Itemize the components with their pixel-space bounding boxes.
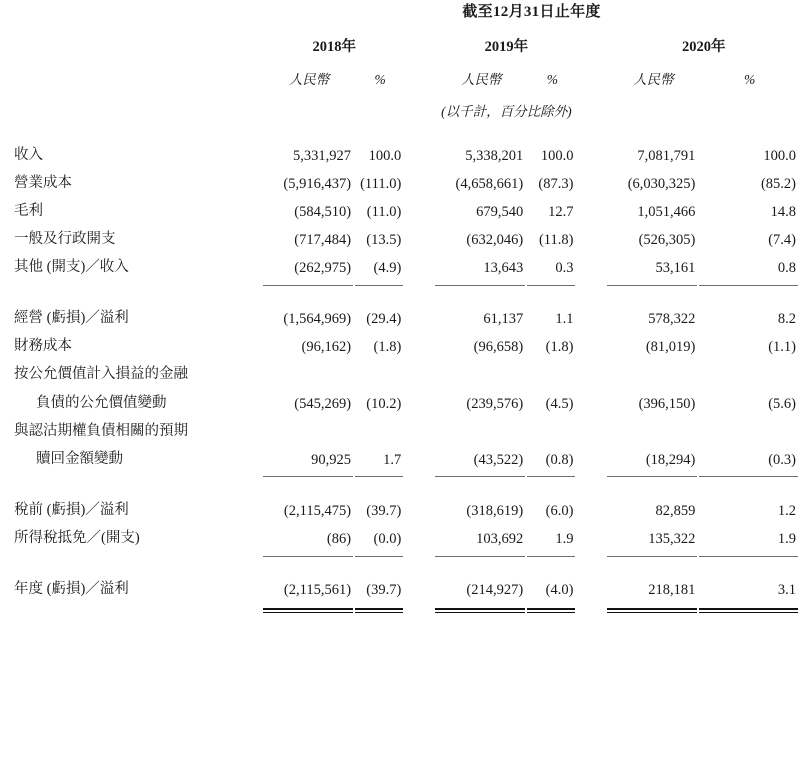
row-value: (6,030,325): [627, 175, 696, 192]
row-value: (13.5): [366, 232, 402, 248]
unit-note-spacer-right: [607, 93, 800, 122]
col-gap: [577, 333, 607, 361]
column-header-rmb-2019: 人民幣: [460, 72, 502, 87]
col-gap: [405, 254, 435, 282]
year-gap-1: [405, 28, 435, 61]
col-gap: [405, 525, 435, 553]
row-value: 0.3: [555, 260, 574, 277]
row-value: (584,510): [294, 203, 352, 220]
table-title-row: [0, 0, 800, 27]
col-gap: [405, 445, 435, 473]
row-value: (632,046): [466, 232, 524, 248]
grand-total-rule: [699, 604, 800, 613]
unit-note-spacer-left: [263, 93, 405, 122]
spacer-cell: [0, 122, 800, 141]
row-label: 一般及行政開支: [14, 230, 116, 247]
year-group-2018: 2018年: [312, 39, 356, 55]
table-row: [0, 225, 800, 253]
row-value: (96,658): [473, 339, 524, 356]
col-gap: [577, 576, 607, 604]
row-value: (214,927): [466, 582, 524, 599]
row-value: (5,916,437): [283, 175, 352, 192]
spacer-cell: [0, 557, 800, 576]
row-label: 贖回金額變動: [36, 450, 123, 467]
table-row: [0, 417, 800, 445]
col-gap: [405, 333, 435, 361]
col-gap: [405, 305, 435, 333]
row-value: 1.9: [555, 531, 574, 548]
grand-total-rule: [527, 604, 577, 613]
row-value: 5,331,927: [293, 147, 352, 164]
row-label: 稅前 (虧損)／溢利: [14, 501, 129, 518]
row-value: 1.7: [383, 451, 402, 468]
row-value: (81,019): [645, 339, 696, 356]
row-value: (96,162): [301, 339, 352, 356]
row-value: 5,338,201: [465, 147, 524, 164]
row-value: (11.0): [366, 203, 402, 220]
row-value: (11.8): [538, 232, 574, 248]
row-label: 財務成本: [14, 338, 72, 355]
table-row: [0, 525, 800, 553]
grand-total-rule: [435, 604, 527, 613]
col-gap: [405, 197, 435, 225]
subheader-gutter: [0, 62, 263, 92]
row-value: 14.8: [770, 203, 796, 220]
table-row: [0, 254, 800, 282]
year-group-2019: 2019年: [484, 39, 529, 55]
row-value: (87.3): [538, 175, 574, 192]
column-header-rmb-2020: 人民幣: [633, 72, 674, 87]
row-value: [699, 417, 800, 445]
table-row: [0, 445, 800, 473]
row-value: 1,051,466: [637, 203, 696, 220]
row-value: (0.8): [545, 451, 574, 468]
column-header-pct-2020: %: [744, 72, 756, 87]
row-label: 營業成本: [14, 174, 72, 191]
year-gutter: [0, 28, 263, 61]
table-row: [0, 389, 800, 417]
row-value: [607, 361, 699, 389]
row-value: 100.0: [763, 147, 796, 164]
row-label: 其他 (開支)／收入: [14, 259, 129, 275]
col-gap: [405, 496, 435, 524]
row-value: (7.4): [768, 232, 796, 248]
unit-note-gap-2: [577, 93, 607, 122]
col-gap: [405, 389, 435, 417]
row-value: (0.3): [768, 451, 796, 468]
col-gap: [405, 417, 435, 445]
row-value: [263, 417, 355, 445]
row-label: 經營 (虧損)／溢利: [14, 310, 129, 327]
subheader-gap-1: [405, 62, 435, 92]
row-value: 1.1: [555, 311, 574, 328]
grand-total-rule: [263, 604, 355, 613]
subheader-row: [0, 62, 800, 92]
column-header-pct-2018: %: [374, 72, 386, 87]
table-row: [0, 333, 800, 361]
row-value: 578,322: [648, 311, 696, 328]
col-gap: [577, 225, 607, 253]
year-heading-row: [0, 28, 800, 61]
row-value: 135,322: [648, 531, 696, 548]
column-header-rmb-2018: 人民幣: [288, 72, 330, 87]
table-row: [0, 305, 800, 333]
row-value: (396,150): [638, 395, 696, 412]
row-value: (4.9): [373, 260, 402, 277]
row-value: 3.1: [777, 582, 796, 599]
spacer-cell: [0, 286, 800, 305]
col-gap: [577, 417, 607, 445]
row-value: 103,692: [476, 531, 524, 548]
col-gap: [405, 361, 435, 389]
row-value: [699, 361, 800, 389]
row-value: [355, 361, 405, 389]
row-value: [527, 417, 577, 445]
col-gap: [577, 169, 607, 197]
spacer-cell: [0, 477, 800, 496]
table-row: [0, 197, 800, 225]
row-value: [355, 417, 405, 445]
col-gap: [577, 445, 607, 473]
row-value: (6.0): [545, 503, 574, 519]
row-label: 與認沽期權負債相關的預期: [14, 422, 188, 439]
row-label: 收入: [14, 146, 43, 163]
row-value: 100.0: [540, 147, 574, 164]
subheader-gap-2: [577, 62, 607, 92]
row-value: 53,161: [655, 260, 696, 277]
row-value: (545,269): [294, 395, 352, 412]
row-value: (85.2): [760, 175, 796, 192]
row-value: 90,925: [311, 451, 352, 468]
row-value: (526,305): [638, 232, 696, 248]
col-gap: [405, 225, 435, 253]
table-row: [0, 361, 800, 389]
row-value: 82,859: [655, 503, 696, 519]
row-label: 負債的公允價值變動: [36, 394, 167, 411]
year-gap-2: [577, 28, 607, 61]
row-value: (39.7): [366, 582, 402, 599]
row-value: (5.6): [768, 395, 796, 412]
row-label: 毛利: [14, 202, 43, 219]
year-group-2020: 2020年: [681, 39, 726, 55]
period-title: 截至12月31日止年度: [462, 4, 601, 20]
col-gap: [577, 305, 607, 333]
rule-gap: [577, 604, 607, 613]
block-spacer-1: [0, 286, 800, 305]
row-value: (2,115,561): [283, 582, 352, 599]
row-value: [435, 417, 527, 445]
row-value: (4.0): [545, 582, 574, 599]
row-value: (4,658,661): [455, 175, 524, 192]
unit-note: (以千計，百分比除外): [441, 104, 572, 119]
col-gap: [577, 496, 607, 524]
row-value: (4.5): [545, 395, 574, 412]
row-value: (239,576): [466, 395, 524, 412]
row-value: [607, 417, 699, 445]
row-value: 8.2: [777, 311, 796, 328]
row-value: (29.4): [366, 311, 402, 328]
row-label: 按公允價值計入損益的金融: [14, 366, 188, 383]
rule-gap: [405, 604, 435, 613]
block-spacer-2: [0, 477, 800, 496]
col-gap: [405, 576, 435, 604]
column-header-pct-2019: %: [546, 72, 558, 87]
block-spacer-3: [0, 557, 800, 576]
table-row-total: [0, 576, 800, 604]
row-value: [263, 361, 355, 389]
col-gap: [577, 525, 607, 553]
col-gap: [405, 141, 435, 169]
row-value: (0.0): [373, 531, 402, 548]
table-row: [0, 496, 800, 524]
row-value: (39.7): [366, 503, 402, 519]
grand-total-rule: [355, 604, 405, 613]
row-value: 100.0: [368, 147, 402, 164]
row-value: (717,484): [294, 232, 352, 248]
unit-note-gutter: [0, 93, 263, 122]
row-value: 1.9: [777, 531, 796, 548]
col-gap: [577, 141, 607, 169]
row-value: (1.1): [768, 339, 796, 356]
row-value: (2,115,475): [283, 503, 352, 519]
row-label: 所得稅抵免／(開支): [14, 530, 140, 546]
row-value: 0.8: [777, 260, 796, 277]
row-value: (1.8): [373, 339, 402, 356]
grand-total-rule-row: [0, 604, 800, 613]
row-value: (43,522): [473, 451, 524, 468]
row-value: (262,975): [294, 260, 352, 277]
row-value: (111.0): [360, 175, 402, 192]
row-value: 679,540: [476, 203, 524, 220]
row-value: (1.8): [545, 339, 574, 356]
col-gap: [405, 169, 435, 197]
block-spacer-top: [0, 122, 800, 141]
row-value: 218,181: [648, 582, 696, 599]
col-gap: [577, 197, 607, 225]
title-spacer: [0, 0, 263, 27]
col-gap: [577, 361, 607, 389]
row-value: (18,294): [645, 451, 696, 468]
table-row: [0, 141, 800, 169]
row-value: 13,643: [483, 260, 524, 277]
grand-total-rule: [607, 604, 699, 613]
row-value: (318,619): [466, 503, 524, 519]
row-label: 年度 (虧損)／溢利: [14, 581, 129, 598]
col-gap: [577, 254, 607, 282]
row-value: 12.7: [548, 203, 574, 220]
row-value: (86): [326, 531, 352, 548]
row-value: (1,564,969): [283, 311, 352, 328]
row-value: 61,137: [483, 311, 524, 328]
row-value: [435, 361, 527, 389]
rule-gutter: [0, 604, 263, 613]
row-value: 1.2: [777, 503, 796, 519]
row-value: 7,081,791: [637, 147, 696, 164]
table-row: [0, 169, 800, 197]
unit-note-row: [0, 93, 800, 122]
unit-note-gap-1: [405, 93, 435, 122]
row-value: [527, 361, 577, 389]
row-value: (10.2): [366, 395, 402, 412]
col-gap: [577, 389, 607, 417]
